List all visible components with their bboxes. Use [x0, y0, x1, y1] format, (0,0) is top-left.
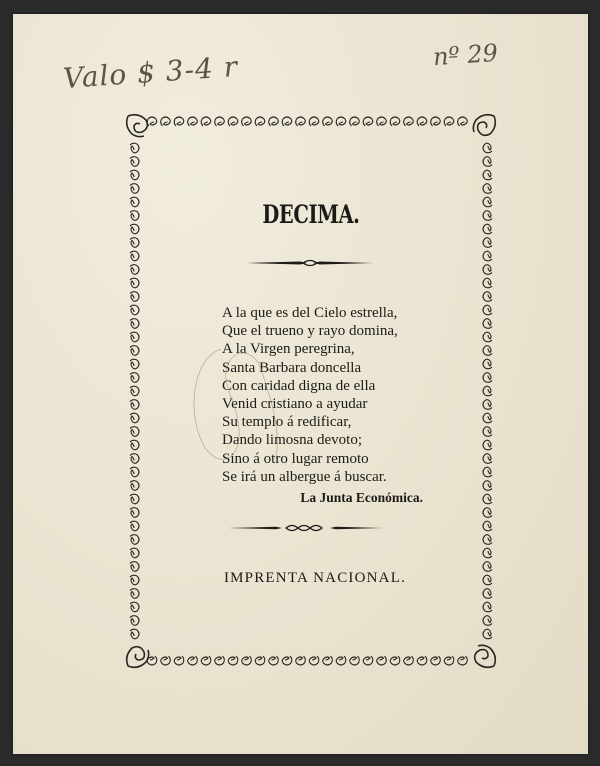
border-ornament — [483, 467, 492, 477]
border-ornament — [350, 117, 360, 126]
border-ornament — [130, 346, 139, 356]
border-ornament — [483, 251, 492, 261]
poem-line: Que el trueno y rayo domina, — [222, 323, 398, 340]
border-corner-flourish — [127, 115, 148, 137]
border-ornament — [130, 467, 139, 477]
border-ornament — [282, 656, 292, 665]
border-ornament — [130, 589, 139, 599]
border-ornament — [483, 508, 492, 518]
border-ornament — [483, 548, 492, 558]
poem-line: Dando limosna devoto; — [222, 432, 362, 449]
border-ornament — [130, 265, 139, 275]
border-ornament — [130, 292, 139, 302]
border-ornament — [483, 413, 492, 423]
border-ornament — [130, 508, 139, 518]
signature-line: La Junta Económica. — [300, 490, 423, 505]
border-ornament — [458, 117, 468, 126]
border-ornament — [377, 656, 387, 665]
border-ornament — [483, 211, 492, 221]
border-ornament — [483, 494, 492, 504]
poem-line: Con caridad digna de ella — [222, 377, 376, 394]
border-ornament — [130, 251, 139, 261]
border-ornament — [296, 656, 306, 665]
border-ornament — [377, 117, 387, 126]
border-ornament — [323, 656, 333, 665]
border-ornament — [483, 143, 492, 153]
border-ornament — [483, 197, 492, 207]
handwritten-number-note: nº 29 — [432, 38, 499, 72]
border-ornament — [483, 589, 492, 599]
border-ornament — [174, 117, 184, 126]
border-ornament — [483, 292, 492, 302]
border-ornament — [483, 265, 492, 275]
border-ornament — [483, 346, 492, 356]
border-corner-flourish — [473, 115, 495, 136]
poem-line: A la Virgen peregrina, — [222, 341, 355, 358]
border-ornament — [444, 117, 454, 126]
border-ornament — [147, 117, 157, 126]
border-ornament — [483, 481, 492, 491]
border-ornament — [130, 373, 139, 383]
border-ornament — [130, 427, 139, 437]
border-ornament — [161, 117, 171, 126]
border-ornament — [130, 481, 139, 491]
border-ornament — [215, 117, 225, 126]
border-ornament — [130, 400, 139, 410]
border-ornament — [130, 143, 139, 153]
border-ornament — [130, 305, 139, 315]
border-ornament — [431, 117, 441, 126]
border-ornament — [483, 602, 492, 612]
border-ornament — [309, 117, 319, 126]
border-ornament — [130, 629, 139, 639]
border-ornament — [130, 197, 139, 207]
border-ornament — [417, 117, 427, 126]
border-ornament — [130, 319, 139, 329]
poem-line: Sino á otro lugar remoto — [222, 450, 369, 467]
border-ornament — [161, 656, 171, 665]
document-title: DECIMA. — [262, 200, 360, 229]
border-corner-flourish — [475, 645, 496, 667]
border-ornament — [130, 157, 139, 167]
printer-imprint: IMPRENTA NACIONAL. — [223, 570, 407, 586]
border-ornament — [215, 656, 225, 665]
border-ornament — [483, 332, 492, 342]
border-ornament — [483, 521, 492, 531]
pencil-scribble — [181, 339, 301, 479]
border-ornament — [350, 656, 360, 665]
border-ornament — [483, 440, 492, 450]
border-ornament — [130, 454, 139, 464]
border-ornament — [483, 535, 492, 545]
border-ornament — [483, 184, 492, 194]
border-ornament — [130, 386, 139, 396]
border-ornament — [130, 616, 139, 626]
border-ornament — [458, 656, 468, 665]
border-ornament — [130, 170, 139, 180]
border-ornament — [130, 602, 139, 612]
border-ornament — [130, 238, 139, 248]
border-ornament — [130, 184, 139, 194]
border-ornament — [417, 656, 427, 665]
border-ornament — [130, 359, 139, 369]
border-ornament — [188, 117, 198, 126]
border-ornament — [483, 400, 492, 410]
border-ornament — [296, 117, 306, 126]
border-ornament — [483, 224, 492, 234]
border-ornament — [483, 427, 492, 437]
border-ornament — [431, 656, 441, 665]
border-ornament — [483, 373, 492, 383]
border-ornament — [201, 117, 211, 126]
border-ornament — [130, 332, 139, 342]
border-ornament — [483, 319, 492, 329]
border-ornament — [269, 656, 279, 665]
document-page — [13, 14, 588, 754]
border-ornament — [255, 656, 265, 665]
border-ornament — [228, 656, 238, 665]
poem-line: Se irá un albergue á buscar. — [222, 468, 387, 485]
border-ornament — [130, 413, 139, 423]
border-ornament — [444, 656, 454, 665]
border-ornament — [483, 629, 492, 639]
border-ornament — [323, 117, 333, 126]
border-ornament — [255, 117, 265, 126]
border-ornament — [483, 616, 492, 626]
border-ornament — [363, 117, 373, 126]
border-ornament — [336, 656, 346, 665]
title-divider-rule — [245, 256, 375, 270]
border-ornament — [269, 117, 279, 126]
border-ornament — [390, 117, 400, 126]
border-ornament — [228, 117, 238, 126]
border-ornament — [130, 278, 139, 288]
closing-divider-rule — [226, 521, 386, 535]
border-ornament — [483, 359, 492, 369]
border-ornament — [201, 656, 211, 665]
border-ornament — [282, 117, 292, 126]
border-ornament — [242, 656, 252, 665]
border-ornament — [336, 117, 346, 126]
border-ornament — [483, 278, 492, 288]
poem-line: Santa Barbara doncella — [222, 359, 362, 376]
poem-line: Venid cristiano a ayudar — [222, 396, 368, 413]
border-ornament — [174, 656, 184, 665]
border-ornament — [483, 386, 492, 396]
border-ornament — [188, 656, 198, 665]
poem-line: Su templo á redificar, — [222, 414, 352, 431]
border-ornament — [404, 656, 414, 665]
border-ornament — [130, 211, 139, 221]
border-ornament — [130, 440, 139, 450]
border-ornament — [404, 117, 414, 126]
border-corner-flourish — [127, 647, 149, 668]
border-ornament — [130, 548, 139, 558]
border-ornament — [130, 224, 139, 234]
border-ornament — [130, 494, 139, 504]
border-ornament — [130, 521, 139, 531]
poem-line: A la que es del Cielo estrella, — [222, 305, 398, 321]
border-ornament — [483, 238, 492, 248]
border-ornament — [483, 305, 492, 315]
border-ornament — [130, 535, 139, 545]
handwritten-value-note: Valo $ 3-4 r — [62, 49, 240, 96]
border-ornament — [309, 656, 319, 665]
border-ornament — [242, 117, 252, 126]
border-ornament — [483, 170, 492, 180]
border-ornament — [390, 656, 400, 665]
border-ornament — [483, 157, 492, 167]
border-ornament — [363, 656, 373, 665]
border-ornament — [483, 454, 492, 464]
